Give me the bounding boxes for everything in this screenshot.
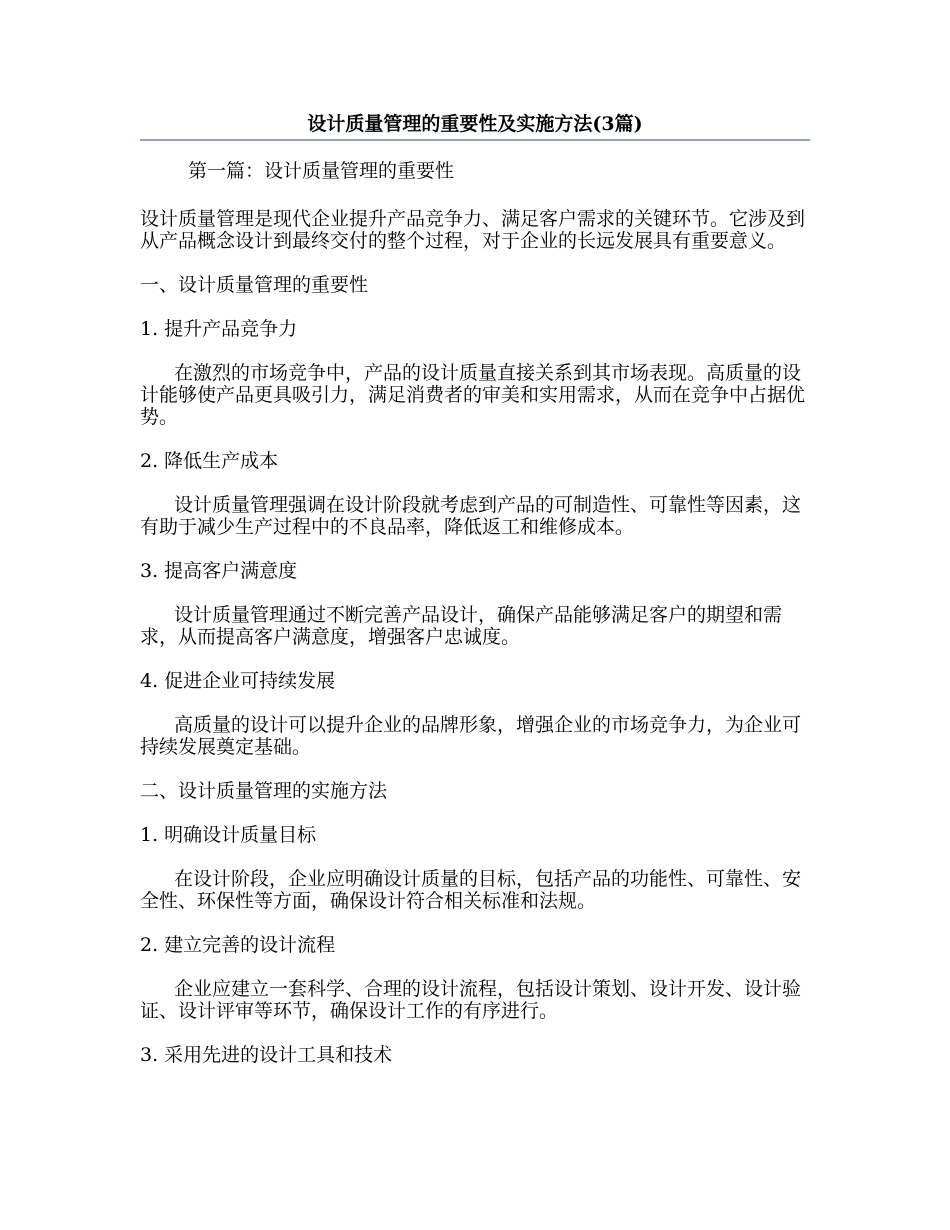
item-paragraph: 在设计阶段，企业应明确设计质量的目标，包括产品的功能性、可靠性、安全性、环保性等方面，确保设计符合相关标准和法规。 bbox=[140, 868, 802, 912]
document-body bbox=[140, 160, 810, 1088]
item-heading: 2. 降低生产成本 bbox=[140, 450, 279, 472]
item-heading: 2. 建立完善的设计流程 bbox=[140, 934, 336, 956]
item-heading: 3. 提高客户满意度 bbox=[140, 560, 298, 582]
item-paragraph: 在激烈的市场竞争中，产品的设计质量直接关系到其市场表现。高质量的设计能够使产品更具吸引力，满足消费者的审美和实用需求，从而在竞争中占据优势。 bbox=[140, 362, 806, 428]
item-paragraph: 设计质量管理通过不断完善产品设计，确保产品能够满足客户的期望和需求，从而提高客户满意度，增强客户忠诚度。 bbox=[140, 604, 783, 648]
item-paragraph: 企业应建立一套科学、合理的设计流程，包括设计策划、设计开发、设计验证、设计评审等环节，确保设计工作的有序进行。 bbox=[140, 978, 802, 1022]
section-heading-methods: 二、设计质量管理的实施方法 bbox=[140, 780, 388, 802]
item-heading: 3. 采用先进的设计工具和技术 bbox=[140, 1044, 393, 1066]
section-heading-importance: 一、设计质量管理的重要性 bbox=[140, 274, 369, 296]
item-paragraph: 设计质量管理强调在设计阶段就考虑到产品的可制造性、可靠性等因素，这有助于减少生产过程中的不良品率，降低返工和维修成本。 bbox=[140, 494, 802, 538]
item-heading: 4. 促进企业可持续发展 bbox=[140, 670, 336, 692]
item-paragraph: 高质量的设计可以提升企业的品牌形象，增强企业的市场竞争力，为企业可持续发展奠定基础。 bbox=[140, 714, 802, 758]
title-underline bbox=[140, 139, 810, 141]
intro-paragraph: 设计质量管理是现代企业提升产品竞争力、满足客户需求的关键环节。它涉及到从产品概念设计到最终交付的整个过程，对于企业的长远发展具有重要意义。 bbox=[140, 208, 806, 252]
section-subtitle: 第一篇：设计质量管理的重要性 bbox=[188, 160, 455, 182]
item-heading: 1. 提升产品竞争力 bbox=[140, 318, 298, 340]
document-title: 设计质量管理的重要性及实施方法(3篇) bbox=[307, 113, 643, 135]
item-heading: 1. 明确设计质量目标 bbox=[140, 824, 317, 846]
